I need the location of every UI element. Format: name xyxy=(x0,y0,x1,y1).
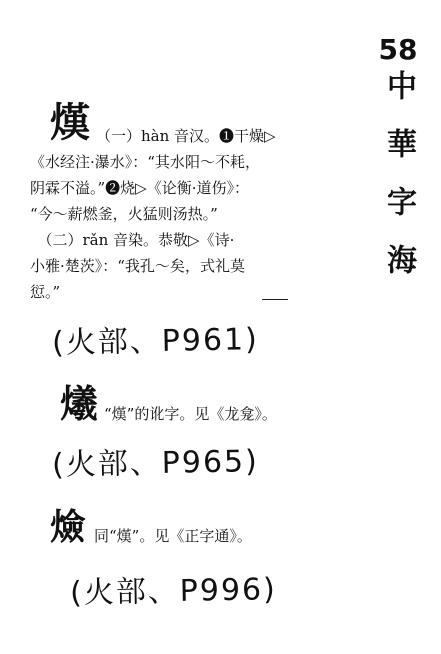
page-sidebar xyxy=(372,34,424,302)
handwritten-note: (火部、P965) xyxy=(51,444,260,483)
definition-line: 阴霖不溢。”❷烧▷《论衡·道伤》： xyxy=(30,179,249,197)
definition-line: “今～薪燃釜，火猛则汤热。” xyxy=(30,205,218,223)
definition-line: 小雅·楚茨》：“我孔～矣，式礼莫 xyxy=(30,257,245,275)
dictionary-entry xyxy=(30,99,370,310)
handwritten-note: (火部、P961) xyxy=(51,322,260,361)
definition-line: 同“熯”。见《正字通》。 xyxy=(94,527,252,545)
definition-line: （一）hàn 音汉。❶干燥▷ xyxy=(96,127,276,145)
definition-line: （二）rǎn 音染。恭敬▷《诗· xyxy=(30,231,235,249)
definition-line: “熯”的讹字。见《龙龛》。 xyxy=(104,405,277,423)
divider-rule xyxy=(262,299,288,300)
headword: 熯 xyxy=(50,99,90,146)
headword: 爔 xyxy=(60,381,99,426)
page-number: 58 xyxy=(378,33,418,66)
definition-line: 愆。” xyxy=(30,283,61,301)
book-title: 中華字海 xyxy=(381,70,416,302)
definition-line: 《水经注·瀑水》：“其水阳～不耗， xyxy=(30,153,260,171)
headword: 㷿 xyxy=(50,506,87,548)
handwritten-note: (火部、P996) xyxy=(69,572,278,611)
